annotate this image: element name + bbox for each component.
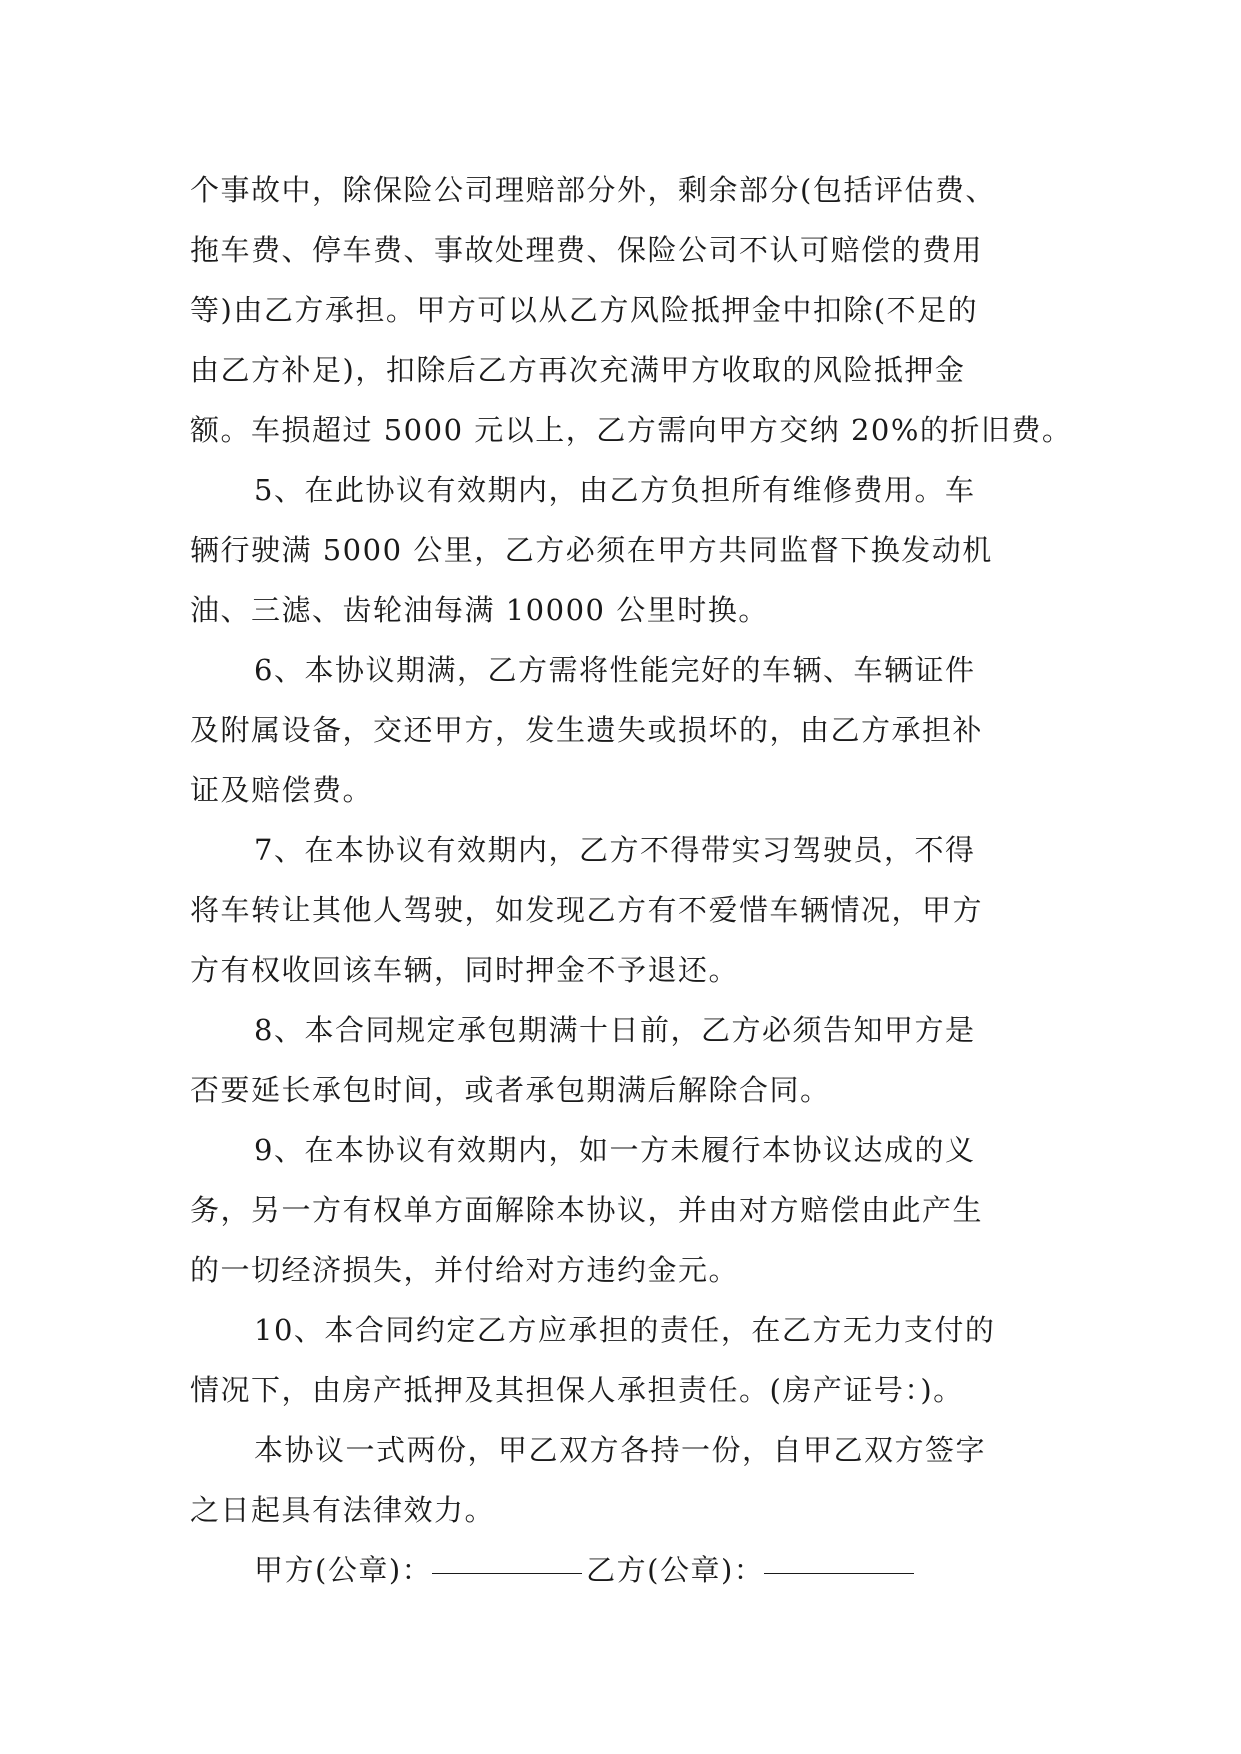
text-line: 的一切经济损失，并付给对方违约金元。 [190,1253,740,1287]
text-line: 个事故中，除保险公司理赔部分外，剩余部分(包括评估费、 [190,173,996,207]
text-line: 10、本合同约定乙方应承担的责任，在乙方无力支付的 [254,1313,996,1347]
document-body [190,160,1073,1600]
party-a-seal-label: 甲方(公章)： [254,1553,433,1587]
text-line: 额。车损超过 5000 元以上，乙方需向甲方交纳 20%的折旧费。 [190,413,1073,447]
text-line: 辆行驶满 5000 公里，乙方必须在甲方共同监督下换发动机 [190,533,993,567]
text-line: 本协议一式两份，甲乙双方各持一份，自甲乙双方签字 [254,1433,987,1467]
party-b-signature-line[interactable] [764,1572,914,1574]
party-b-seal-label: 乙方(公章)： [586,1553,765,1587]
text-line: 证及赔偿费。 [190,773,374,807]
text-line: 方有权收回该车辆，同时押金不予退还。 [190,953,740,987]
text-line: 之日起具有法律效力。 [190,1493,496,1527]
clause-6 [190,640,1070,820]
text-line: 否要延长承包时间，或者承包期满后解除合同。 [190,1073,831,1107]
clause-8 [190,1000,1070,1120]
paragraph-accident-costs [190,160,1073,460]
text-line: 8、本合同规定承包期满十日前，乙方必须告知甲方是 [254,1013,976,1047]
clause-9 [190,1120,1070,1300]
signature-row [190,1540,1070,1600]
text-line: 9、在本协议有效期内，如一方未履行本协议达成的义 [254,1133,976,1167]
text-line: 及附属设备，交还甲方，发生遗失或损坏的，由乙方承担补 [190,713,984,747]
clause-10 [190,1300,1070,1420]
text-line: 情况下，由房产抵押及其担保人承担责任。(房产证号：)。 [190,1373,964,1407]
text-line: 6、本协议期满，乙方需将性能完好的车辆、车辆证件 [254,653,976,687]
party-a-signature-line[interactable] [432,1572,582,1574]
text-line: 油、三滤、齿轮油每满 10000 公里时换。 [190,593,769,627]
text-line: 5、在此协议有效期内，由乙方负担所有维修费用。车 [254,473,976,507]
text-line: 拖车费、停车费、事故处理费、保险公司不认可赔偿的费用 [190,233,984,267]
copies-clause [190,1420,1070,1540]
text-line: 由乙方补足)，扣除后乙方再次充满甲方收取的风险抵押金 [190,353,966,387]
text-line: 7、在本协议有效期内，乙方不得带实习驾驶员，不得 [254,833,976,867]
clause-5 [190,460,1070,640]
text-line: 务，另一方有权单方面解除本协议，并由对方赔偿由此产生 [190,1193,984,1227]
text-line: 等)由乙方承担。甲方可以从乙方风险抵押金中扣除(不足的 [190,293,979,327]
clause-7 [190,820,1070,1000]
text-line: 将车转让其他人驾驶，如发现乙方有不爱惜车辆情况，甲方 [190,893,984,927]
